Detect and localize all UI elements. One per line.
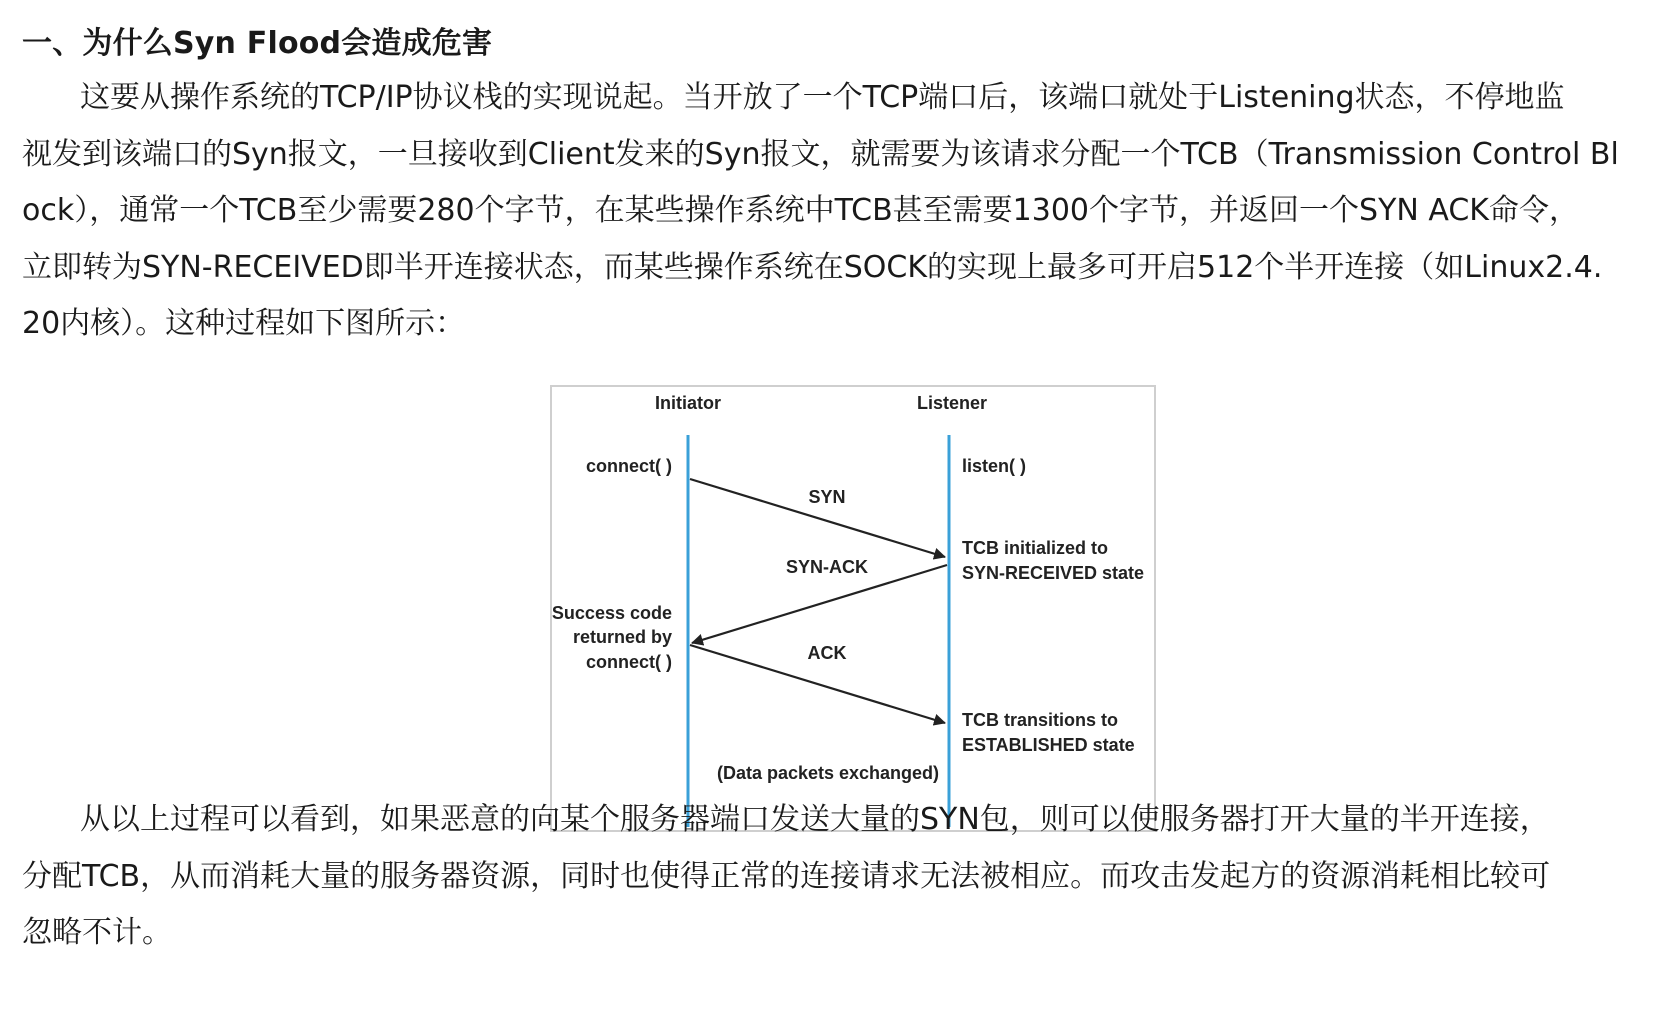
- section-heading: 一、为什么Syn Flood会造成危害: [22, 26, 493, 61]
- paragraph-line: 立即转为SYN-RECEIVED即半开连接状态，而某些操作系统在SOCK的实现上最多可开启512个半开连接（如Linux2.4.: [22, 249, 1603, 285]
- connect-label: connect( ): [585, 456, 672, 476]
- synack-label: SYN-ACK: [785, 557, 869, 577]
- initiator-title: Initiator: [655, 393, 721, 413]
- paragraph-line: 忽略不计。: [22, 915, 172, 950]
- paragraph-line: 视发到该端口的Syn报文，一旦接收到Client发来的Syn报文，就需要为该请求分配一个TCB（Transmission Control Bl: [22, 136, 1619, 172]
- ack-label: ACK: [807, 643, 847, 663]
- paragraph-line: 从以上过程可以看到，如果恶意的向某个服务器端口发送大量的SYN包，则可以使服务器打开大量的半开连接，: [80, 802, 1550, 837]
- paragraph-line: 20内核）。这种过程如下图所示：: [22, 306, 466, 341]
- success-line2: returned by: [572, 627, 672, 647]
- paragraph-intro: [22, 70, 1654, 353]
- paragraph-line: 这要从操作系统的TCP/IP协议栈的实现说起。当开放了一个TCP端口后，该端口就处于Listening状态，不停地监: [80, 80, 1565, 115]
- tcb-trans-line2: ESTABLISHED state: [962, 735, 1135, 755]
- listener-title: Listener: [916, 393, 988, 413]
- paragraph-line: 分配TCB，从而消耗大量的服务器资源，同时也使得正常的连接请求无法被相应。而攻击发起方的资源消耗相比较可: [22, 858, 1551, 894]
- success-line1: Success code: [552, 603, 672, 623]
- paragraph-conclusion: [22, 792, 1654, 962]
- listen-label: listen( ): [962, 456, 1027, 476]
- success-line3: connect( ): [585, 652, 672, 672]
- paragraph-line: ock），通常一个TCB至少需要280个字节，在某些操作系统中TCB甚至需要1300个字节，并返回一个SYN ACK命令，: [22, 193, 1579, 228]
- tcb-init-line2: SYN-RECEIVED state: [962, 563, 1145, 583]
- tcb-trans-line1: TCB transitions to: [962, 710, 1118, 730]
- tcb-init-line1: TCB initialized to: [962, 538, 1108, 558]
- tcp-handshake-diagram: [550, 385, 1156, 832]
- handshake-svg: [552, 387, 1154, 830]
- syn-label: SYN: [808, 487, 846, 507]
- data-exchanged-label: (Data packets exchanged): [716, 763, 940, 783]
